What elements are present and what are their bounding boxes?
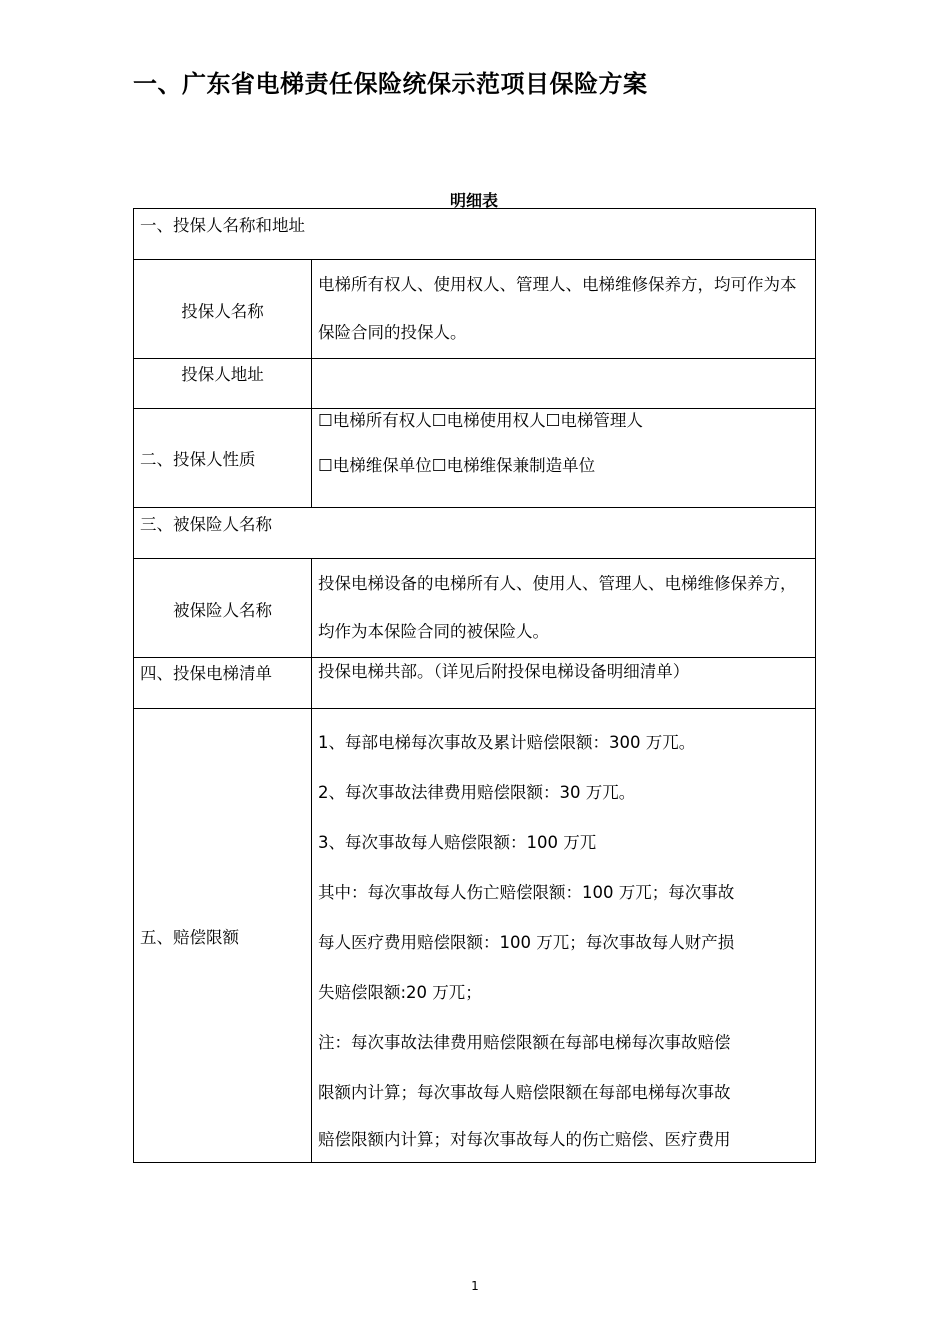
insured-name-value: 投保电梯设备的电梯所有人、使用人、管理人、电梯维修保养方，均作为本保险合同的被保险人。 bbox=[318, 574, 797, 641]
compensation-line: 2、每次事故法律费用赔偿限额：30 万兀。 bbox=[318, 783, 636, 802]
value-cell bbox=[312, 658, 816, 709]
policyholder-address-label: 投保人地址 bbox=[181, 365, 264, 384]
table-row bbox=[134, 209, 816, 260]
value-cell bbox=[312, 260, 816, 359]
compensation-line: 其中：每次事故每人伤亡赔偿限额：100 万兀；每次事故 bbox=[318, 883, 735, 902]
table-row bbox=[134, 508, 816, 559]
policyholder-nature-label: 二、投保人性质 bbox=[140, 450, 256, 469]
compensation-line: 每人医疗费用赔偿限额：100 万兀；每次事故每人财产损 bbox=[318, 933, 735, 952]
table-row bbox=[134, 559, 816, 658]
compensation-line: 注：每次事故法律费用赔偿限额在每部电梯每次事故赔偿 bbox=[318, 1033, 731, 1052]
label-cell bbox=[134, 559, 312, 658]
table-row bbox=[134, 658, 816, 709]
label-cell bbox=[134, 658, 312, 709]
page-number: 1 bbox=[471, 1279, 479, 1293]
section-cell bbox=[134, 508, 816, 559]
compensation-line: 1、每部电梯每次事故及累计赔偿限额：300 万兀。 bbox=[318, 733, 696, 752]
policyholder-section-label: 一、投保人名称和地址 bbox=[140, 216, 305, 235]
document-heading: 一、广东省电梯责任保险统保示范项目保险方案 bbox=[133, 70, 648, 98]
compensation-line: 限额内计算；每次事故每人赔偿限额在每部电梯每次事故 bbox=[318, 1083, 731, 1102]
value-cell bbox=[312, 559, 816, 658]
label-cell bbox=[134, 359, 312, 409]
insured-name-label: 被保险人名称 bbox=[173, 601, 272, 620]
elevator-list-label: 四、投保电梯清单 bbox=[140, 664, 272, 683]
label-cell bbox=[134, 409, 312, 508]
policyholder-name-value: 电梯所有权人、使用权人、管理人、电梯维修保养方，均可作为本保险合同的投保人。 bbox=[318, 275, 797, 342]
compensation-line: 赔偿限额内计算；对每次事故每人的伤亡赔偿、医疗费用 bbox=[318, 1130, 731, 1149]
value-cell bbox=[312, 409, 816, 508]
insured-section-label: 三、被保险人名称 bbox=[140, 515, 272, 534]
nature-options-line1: ☐电梯所有权人☐电梯使用权人☐电梯管理人 bbox=[318, 411, 643, 430]
nature-options-line2: ☐电梯维保单位☐电梯维保兼制造单位 bbox=[318, 456, 596, 475]
policyholder-name-label: 投保人名称 bbox=[181, 302, 264, 321]
label-cell bbox=[134, 260, 312, 359]
value-cell bbox=[312, 359, 816, 409]
detail-table bbox=[133, 208, 816, 1163]
label-cell bbox=[134, 709, 312, 1163]
table-row bbox=[134, 359, 816, 409]
table-row bbox=[134, 709, 816, 1163]
table-title: 明细表 bbox=[449, 191, 498, 210]
table-row bbox=[134, 409, 816, 508]
value-cell bbox=[312, 709, 816, 1163]
compensation-limit-label: 五、赔偿限额 bbox=[140, 927, 239, 947]
table-row bbox=[134, 260, 816, 359]
elevator-list-value: 投保电梯共部。（详见后附投保电梯设备明细清单） bbox=[318, 662, 690, 681]
compensation-line: 3、每次事故每人赔偿限额：100 万兀 bbox=[318, 833, 597, 852]
compensation-line: 失赔偿限额:20 万兀； bbox=[318, 983, 482, 1002]
section-cell bbox=[134, 209, 816, 260]
